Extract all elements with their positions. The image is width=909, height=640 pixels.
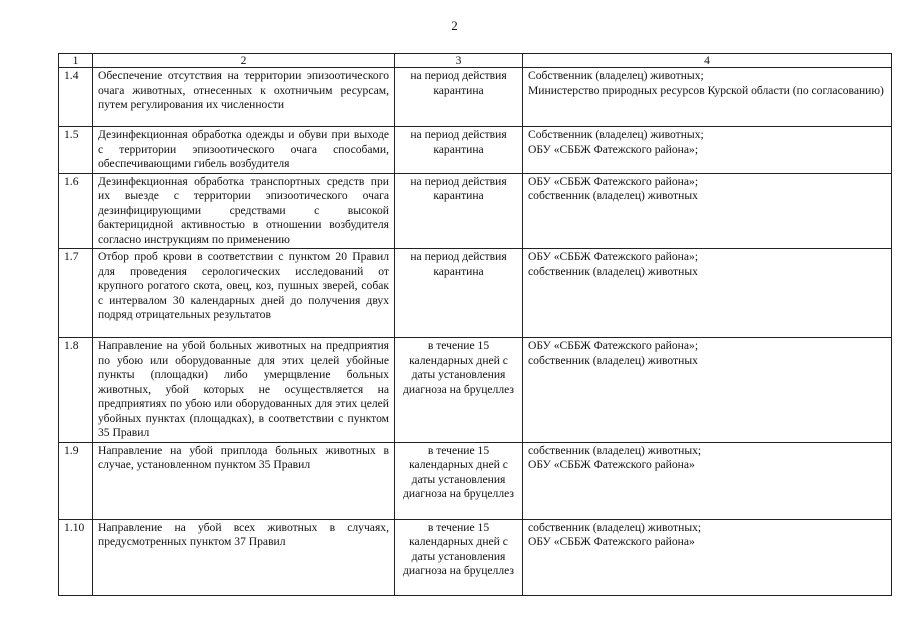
responsible-line: собственник (владелец) животных; (528, 520, 702, 534)
row-term: в течение 15 календарных дней с даты установления диагноза на бруцеллез (395, 519, 523, 595)
header-col-2: 2 (93, 54, 395, 68)
row-term: в течение 15 календарных дней с даты установления диагноза на бруцеллез (395, 338, 523, 443)
header-col-3: 3 (395, 54, 523, 68)
table-row (59, 127, 892, 174)
responsible-line: ОБУ «СББЖ Фатежского района»; (528, 142, 699, 156)
header-col-1: 1 (59, 54, 93, 68)
row-responsible (523, 519, 892, 595)
row-action: Обеспечение отсутствия на территории эпизоотического очага животных, отнесенных к охотничьим ресурсам, путем регулирования их численности (93, 68, 395, 127)
responsible-line: ОБУ «СББЖ Фатежского района»; (528, 174, 699, 188)
row-number: 1.10 (59, 519, 93, 595)
table-row (59, 519, 892, 595)
header-col-4: 4 (523, 54, 892, 68)
table-row (59, 249, 892, 338)
responsible-line: ОБУ «СББЖ Фатежского района»; (528, 250, 699, 263)
responsible-line: ОБУ «СББЖ Фатежского района» (528, 458, 695, 471)
row-responsible (523, 68, 892, 127)
row-term: на период действия карантина (395, 68, 523, 127)
row-action: Направление на убой больных животных на предприятия по убою или оборудованные для этих целей убойные пункты (площадки) либо умерщвление больных животных, убой которых не осуществляется на предприятиях по убою или оборудованных для этих целей убойных пунктах (площадках), в соответствии с пунктом 35 Правил (93, 338, 395, 443)
row-action: Дезинфекционная обработка транспортных средств при их выезде с территории эпизоотического очага дезинфицирующими средствами с высокой бактерицидной активностью в отношении возбудителя согласно инструкциям по применению (93, 173, 395, 249)
responsible-line: Министерство природных ресурсов Курской области (по согласованию) (528, 83, 884, 97)
row-responsible (523, 127, 892, 174)
row-number: 1.7 (59, 249, 93, 338)
responsible-line: собственник (владелец) животных (528, 353, 698, 367)
table-header-row (59, 54, 892, 68)
table-row (59, 173, 892, 249)
row-action: Дезинфекционная обработка одежды и обуви при выходе с территории эпизоотического очага способами, обеспечивающими гибель возбудителя (93, 127, 395, 174)
responsible-line: Собственник (владелец) животных; (528, 128, 704, 141)
measures-table (58, 53, 892, 596)
row-term: на период действия карантина (395, 173, 523, 249)
row-term: на период действия карантина (395, 127, 523, 174)
row-responsible (523, 338, 892, 443)
table-row (59, 338, 892, 443)
row-term: на период действия карантина (395, 249, 523, 338)
row-number: 1.8 (59, 338, 93, 443)
responsible-line: ОБУ «СББЖ Фатежского района»; (528, 339, 699, 352)
responsible-line: Собственник (владелец) животных; (528, 69, 704, 82)
row-number: 1.4 (59, 68, 93, 127)
table-row (59, 442, 892, 519)
row-responsible (523, 249, 892, 338)
row-number: 1.9 (59, 442, 93, 519)
row-action: Отбор проб крови в соответствии с пунктом 20 Правил для проведения серологических исследований от крупного рогатого скота, овец, коз, пушных зверей, собак с интервалом 30 календарных дней до получения двух подряд отрицательных результатов (93, 249, 395, 338)
row-action: Направление на убой всех животных в случаях, предусмотренных пунктом 37 Правил (93, 519, 395, 595)
responsible-line: собственник (владелец) животных (528, 189, 698, 202)
responsible-line: собственник (владелец) животных; (528, 443, 702, 457)
table-row (59, 68, 892, 127)
row-responsible (523, 173, 892, 249)
row-action: Направление на убой приплода больных животных в случае, установленном пунктом 35 Правил (93, 442, 395, 519)
row-number: 1.5 (59, 127, 93, 174)
responsible-line: собственник (владелец) животных (528, 264, 698, 278)
page-number: 2 (451, 18, 458, 33)
responsible-line: ОБУ «СББЖ Фатежского района» (528, 535, 695, 548)
row-number: 1.6 (59, 173, 93, 249)
row-responsible (523, 442, 892, 519)
row-term: в течение 15 календарных дней с даты установления диагноза на бруцеллез (395, 442, 523, 519)
